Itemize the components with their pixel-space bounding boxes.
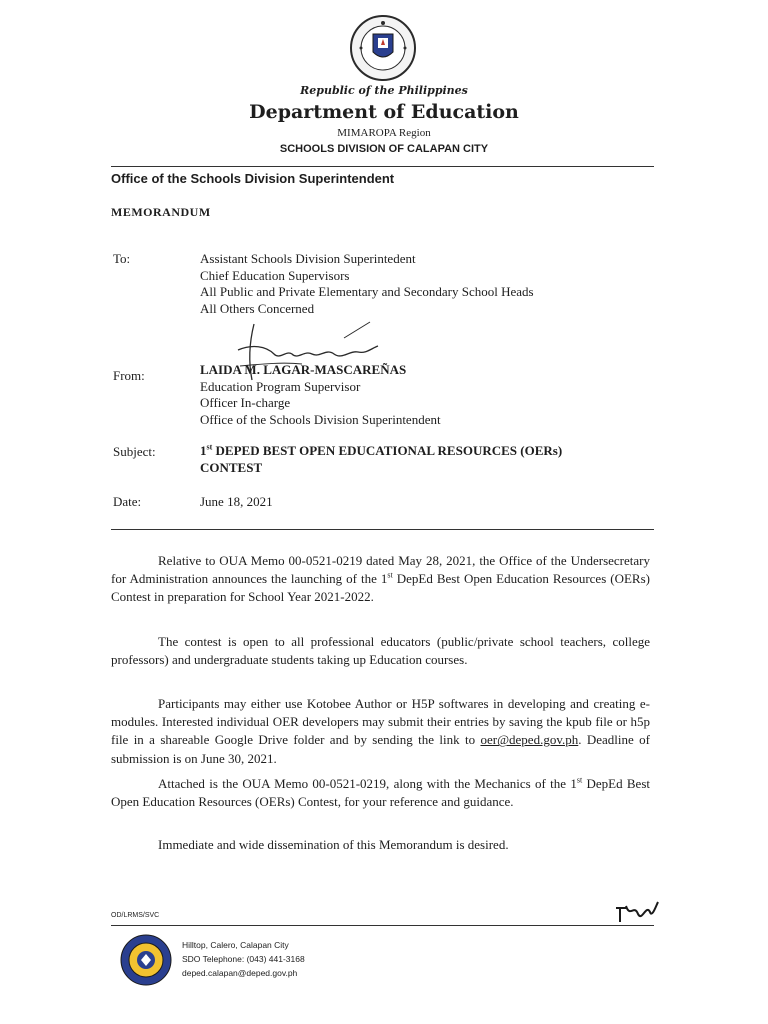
footer-divider xyxy=(111,925,654,926)
header-divider xyxy=(111,166,654,167)
to-recipients xyxy=(200,251,534,317)
body-paragraph xyxy=(111,552,650,607)
paragraph-text: Attached is the OUA Memo 00-0521-0219, along with the Mechanics of the 1 xyxy=(158,776,577,791)
division-heading: SCHOOLS DIVISION OF CALAPAN CITY xyxy=(279,143,489,155)
from-label: From: xyxy=(113,368,145,383)
deped-seal-logo xyxy=(349,14,417,82)
ordinal-suffix: st xyxy=(576,775,583,785)
body-divider xyxy=(111,529,654,530)
subject-line: DEPED BEST OPEN EDUCATIONAL RESOURCES (OERs) xyxy=(212,443,563,458)
paragraph-text: DepEd Best Open Education Resources (OERs) Contest in preparation for School Year 2021-2022. xyxy=(111,571,650,605)
date-value: June 18, 2021 xyxy=(200,494,273,509)
sender-office: Office of the Schools Division Superintendent xyxy=(200,411,441,427)
initials-mark xyxy=(612,898,660,926)
email-link[interactable]: oer@deped.gov.ph xyxy=(480,732,579,748)
paragraph-text: . Deadline of submission is on June 30, 2021. xyxy=(111,732,650,766)
footer-telephone: SDO Telephone: (043) 441-3168 xyxy=(182,954,305,964)
to-line: All Public and Private Elementary and Secondary School Heads xyxy=(200,284,534,299)
department-heading: Department of Education xyxy=(249,101,519,123)
region-heading: MIMAROPA Region xyxy=(337,127,431,139)
body-paragraph xyxy=(111,695,650,768)
subject-text xyxy=(200,442,562,476)
body-paragraph xyxy=(111,775,650,811)
date-label: Date: xyxy=(113,494,142,509)
to-line: Chief Education Supervisors xyxy=(200,267,350,283)
sender-name: LAIDA M. LAGAR-MASCAREÑAS xyxy=(200,362,407,377)
subject-label: Subject: xyxy=(113,444,156,459)
to-line: Assistant Schools Division Superintedent xyxy=(200,251,416,266)
footer-address: Hilltop, Calero, Calapan City xyxy=(182,940,289,950)
office-heading: Office of the Schools Division Superintendent xyxy=(111,171,395,186)
paragraph-text: The contest is open to all professional educators (public/private school teachers, college professors) and undergraduate students taking up Education courses. xyxy=(111,634,650,668)
from-block xyxy=(200,362,441,428)
paragraph-text: Relative to OUA Memo 00-0521-0219 dated May 28, 2021, the Office of the Undersecretary for Administration announces the launching of the 1 xyxy=(111,553,650,587)
memo-title: MEMORANDUM xyxy=(111,205,211,219)
paragraph-text: DepEd Best Open Education Resources (OERs) Contest, for your reference and guidance. xyxy=(111,776,650,810)
subject-ordinal: 1 xyxy=(200,443,207,458)
subject-ordinal-suffix: st xyxy=(206,442,213,452)
paragraph-text: Immediate and wide dissemination of this Memorandum is desired. xyxy=(158,837,509,852)
body-paragraph xyxy=(111,633,650,669)
subject-line: CONTEST xyxy=(200,460,263,475)
reference-code: OD/LRMS/SVC xyxy=(111,912,160,919)
ordinal-suffix: st xyxy=(387,570,393,580)
body-paragraph xyxy=(111,836,650,854)
sender-title: Officer In-charge xyxy=(200,395,291,410)
division-logo xyxy=(119,933,173,987)
sender-title: Education Program Supervisor xyxy=(200,378,361,394)
to-label: To: xyxy=(113,251,131,266)
republic-heading: Republic of the Philippines xyxy=(300,84,468,97)
footer-email: deped.calapan@deped.gov.ph xyxy=(182,968,298,978)
paragraph-text: Participants may either use Kotobee Author or H5P softwares in developing and creating e-modules. Interested individual OER developers may submit their entries by saving the kpub file or h5p file in a shareable Google Drive folder and by sending the link to xyxy=(111,696,650,748)
footer-contact xyxy=(182,938,305,980)
to-line: All Others Concerned xyxy=(200,300,315,316)
